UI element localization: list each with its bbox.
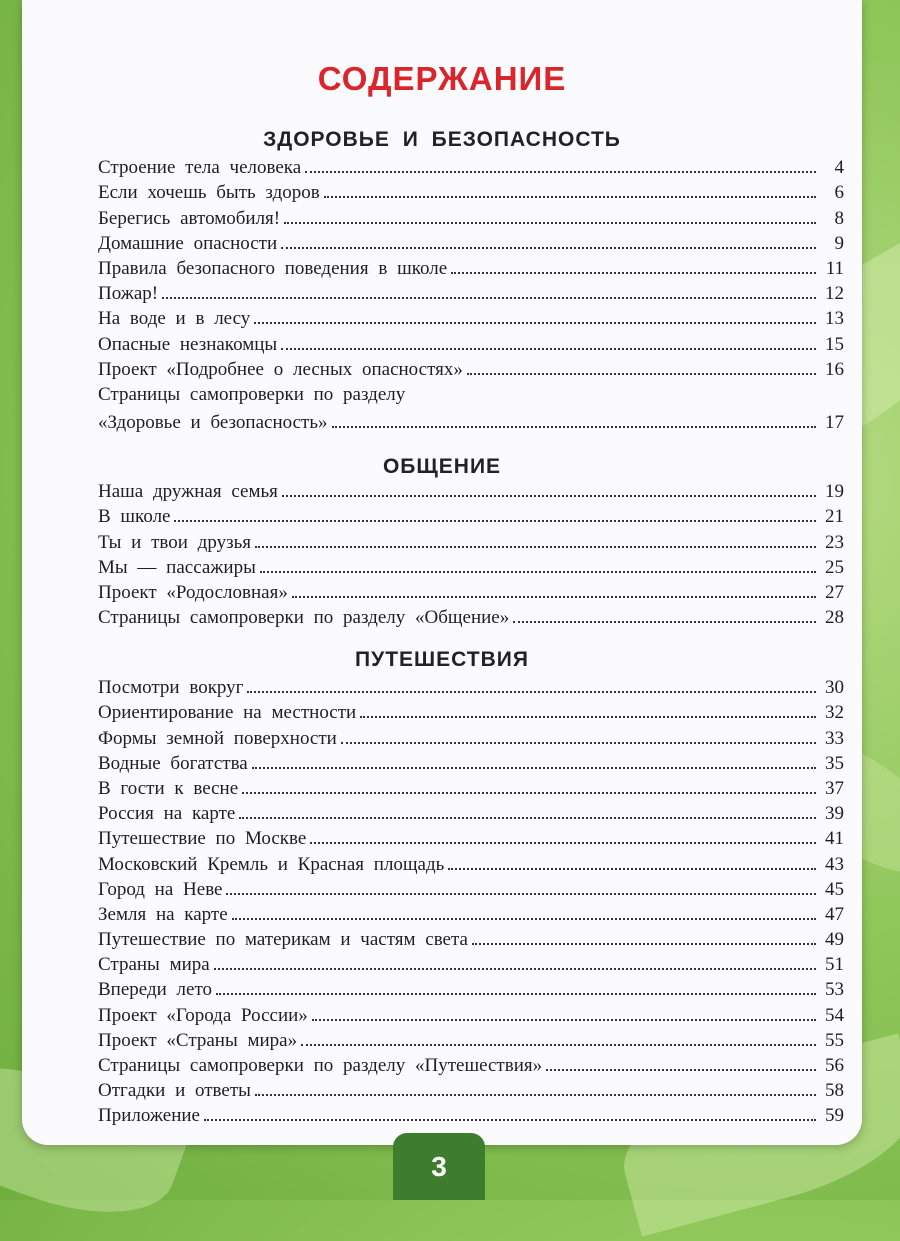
dot-leader xyxy=(214,968,816,970)
entry-page-number: 54 xyxy=(825,1004,844,1026)
dot-leader xyxy=(162,297,816,299)
entry-page-number: 8 xyxy=(834,207,844,229)
entry-title: Мы — пассажиры xyxy=(98,556,256,578)
entry-title: Город на Неве xyxy=(98,878,223,900)
entry-page-number: 47 xyxy=(825,903,844,925)
entry-title: Россия на карте xyxy=(98,803,236,825)
dot-leader xyxy=(341,742,816,744)
entry-page-number: 59 xyxy=(825,1105,844,1127)
dot-leader xyxy=(255,546,816,548)
toc-entry[interactable] xyxy=(98,303,844,328)
entry-title: В гости к весне xyxy=(98,777,239,799)
entry-page-number: 17 xyxy=(825,411,844,433)
entry-title: Посмотри вокруг xyxy=(98,677,244,699)
entry-title: На воде и в лесу xyxy=(98,308,251,330)
toc-entry[interactable] xyxy=(98,798,844,823)
toc-entry[interactable] xyxy=(98,354,844,379)
page-title: СОДЕРЖАНИЕ xyxy=(317,60,567,97)
entry-title: Опасные незнакомцы xyxy=(98,333,278,355)
entry-title: Путешествие по Москве xyxy=(98,828,307,850)
entry-page-number: 12 xyxy=(825,283,844,305)
entry-title: Московский Кремль и Красная площадь xyxy=(98,853,445,875)
dot-leader xyxy=(451,272,816,274)
toc-entry[interactable] xyxy=(98,773,844,798)
entry-page-number: 49 xyxy=(825,929,844,951)
toc-entry[interactable] xyxy=(98,526,844,551)
section-heading-communication: ОБЩЕНИЕ xyxy=(382,455,502,478)
entry-title: В школе xyxy=(98,506,171,528)
dot-leader xyxy=(305,171,816,173)
entry-title: Страницы самопроверки по разделу «Общение» xyxy=(98,607,510,629)
entry-page-number: 43 xyxy=(825,853,844,875)
entry-page-number: 55 xyxy=(825,1029,844,1051)
dot-leader xyxy=(282,495,816,497)
dot-leader xyxy=(324,196,816,198)
entry-title: Если хочешь быть здоров xyxy=(98,182,320,204)
toc-list-health-safety xyxy=(98,152,844,432)
entry-page-number: 32 xyxy=(825,702,844,724)
dot-leader xyxy=(174,520,816,522)
dot-leader xyxy=(292,596,816,598)
dot-leader xyxy=(312,1019,816,1021)
entry-page-number: 15 xyxy=(825,333,844,355)
toc-entry[interactable] xyxy=(98,202,844,227)
toc-entry[interactable] xyxy=(98,152,844,177)
entry-page-number: 28 xyxy=(825,607,844,629)
entry-title-line-1: Страницы самопроверки по разделу xyxy=(98,383,406,405)
entry-title: Проект «Страны мира» xyxy=(98,1029,298,1051)
dot-leader xyxy=(310,842,816,844)
entry-page-number: 25 xyxy=(825,556,844,578)
entry-page-number: 37 xyxy=(825,777,844,799)
toc-entry[interactable] xyxy=(98,974,844,999)
toc-entry[interactable] xyxy=(98,501,844,526)
toc-entry[interactable] xyxy=(98,552,844,577)
entry-title: Проект «Родословная» xyxy=(98,581,288,603)
toc-entry[interactable] xyxy=(98,1100,844,1125)
entry-page-number: 58 xyxy=(825,1080,844,1102)
dot-leader xyxy=(332,426,816,428)
dot-leader xyxy=(252,767,816,769)
entry-page-number: 35 xyxy=(825,752,844,774)
toc-entry[interactable] xyxy=(98,697,844,722)
entry-title: Земля на карте xyxy=(98,903,228,925)
entry-title: Наша дружная семья xyxy=(98,481,278,503)
section-heading-travel: ПУТЕШЕСТВИЯ xyxy=(355,648,529,671)
toc-entry[interactable] xyxy=(98,672,844,697)
entry-page-number: 30 xyxy=(825,677,844,699)
entry-title: Ты и твои друзья xyxy=(98,531,251,553)
dot-leader xyxy=(448,868,816,870)
entry-title: Страны мира xyxy=(98,954,210,976)
entry-title: Приложение xyxy=(98,1105,200,1127)
entry-title: Проект «Города России» xyxy=(98,1004,308,1026)
dot-leader xyxy=(242,792,816,794)
toc-entry[interactable] xyxy=(98,748,844,773)
dot-leader xyxy=(281,348,816,350)
dot-leader xyxy=(254,322,816,324)
toc-entry[interactable] xyxy=(98,577,844,602)
entry-title: Путешествие по материкам и частям света xyxy=(98,929,468,951)
toc-entry[interactable] xyxy=(98,253,844,278)
entry-title: Проект «Подробнее о лесных опасностях» xyxy=(98,358,463,380)
toc-entry[interactable] xyxy=(98,924,844,949)
entry-page-number: 9 xyxy=(834,232,844,254)
entry-title: Строение тела человека xyxy=(98,157,302,179)
toc-entry[interactable] xyxy=(98,1025,844,1050)
entry-title: Правила безопасного поведения в школе xyxy=(98,257,448,279)
entry-page-number: 39 xyxy=(825,803,844,825)
entry-page-number: 13 xyxy=(825,308,844,330)
entry-page-number: 6 xyxy=(834,182,844,204)
entry-title: Отгадки и ответы xyxy=(98,1080,251,1102)
contents-page xyxy=(22,0,862,1145)
dot-leader xyxy=(467,373,816,375)
toc-entry[interactable] xyxy=(98,278,844,303)
dot-leader xyxy=(301,1044,816,1046)
entry-page-number: 4 xyxy=(834,157,844,179)
dot-leader xyxy=(232,918,816,920)
dot-leader xyxy=(360,716,816,718)
dot-leader xyxy=(204,1119,816,1121)
toc-entry[interactable] xyxy=(98,999,844,1024)
entry-page-number: 19 xyxy=(825,481,844,503)
toc-list-travel xyxy=(98,672,844,1125)
dot-leader xyxy=(247,691,816,693)
entry-page-number: 11 xyxy=(825,257,844,279)
entry-title: Домашние опасности xyxy=(98,232,278,254)
entry-page-number: 45 xyxy=(825,878,844,900)
entry-title: Формы земной поверхности xyxy=(98,727,337,749)
dot-leader xyxy=(472,943,816,945)
entry-page-number: 33 xyxy=(825,727,844,749)
entry-page-number: 27 xyxy=(825,581,844,603)
entry-page-number: 16 xyxy=(825,358,844,380)
dot-leader xyxy=(513,621,816,623)
toc-entry[interactable] xyxy=(98,949,844,974)
entry-title: Пожар! xyxy=(98,283,159,305)
toc-entry[interactable] xyxy=(98,722,844,747)
page-number: 3 xyxy=(431,1150,447,1182)
dot-leader xyxy=(216,993,816,995)
toc-entry[interactable] xyxy=(98,899,844,924)
entry-title: Впереди лето xyxy=(98,979,213,1001)
dot-leader xyxy=(281,247,816,249)
entry-title: Страницы самопроверки по разделу «Путешествия» xyxy=(98,1055,543,1076)
toc-entry[interactable] xyxy=(98,602,844,627)
dot-leader xyxy=(260,571,816,573)
section-heading-health-safety: ЗДОРОВЬЕ И БЕЗОПАСНОСТЬ xyxy=(263,128,621,151)
page-number-tab xyxy=(393,1133,485,1200)
toc-entry[interactable] xyxy=(98,874,844,899)
entry-title: Берегись автомобиля! xyxy=(98,207,281,229)
dot-leader xyxy=(255,1094,816,1096)
entry-page-number: 23 xyxy=(825,531,844,553)
entry-page-number: 53 xyxy=(825,979,844,1001)
dot-leader xyxy=(546,1069,816,1071)
toc-entry[interactable] xyxy=(98,1075,844,1100)
entry-page-number: 21 xyxy=(825,506,844,528)
dot-leader xyxy=(284,222,816,224)
dot-leader xyxy=(226,893,816,895)
entry-title: Ориентирование на местности xyxy=(98,702,357,724)
toc-entry[interactable] xyxy=(98,848,844,873)
entry-title: Водные богатства xyxy=(98,752,248,774)
toc-entry[interactable] xyxy=(98,1050,844,1075)
entry-page-number: 41 xyxy=(825,828,844,850)
toc-entry[interactable] xyxy=(98,228,844,253)
toc-entry[interactable] xyxy=(98,328,844,353)
toc-entry[interactable] xyxy=(98,177,844,202)
toc-list-communication xyxy=(98,476,844,627)
toc-entry[interactable] xyxy=(98,823,844,848)
entry-title-line-2: «Здоровье и безопасность» xyxy=(98,411,328,433)
toc-entry[interactable] xyxy=(98,476,844,501)
entry-page-number: 56 xyxy=(825,1055,844,1076)
entry-page-number: 51 xyxy=(825,954,844,976)
toc-entry[interactable] xyxy=(98,379,844,432)
dot-leader xyxy=(239,817,816,819)
